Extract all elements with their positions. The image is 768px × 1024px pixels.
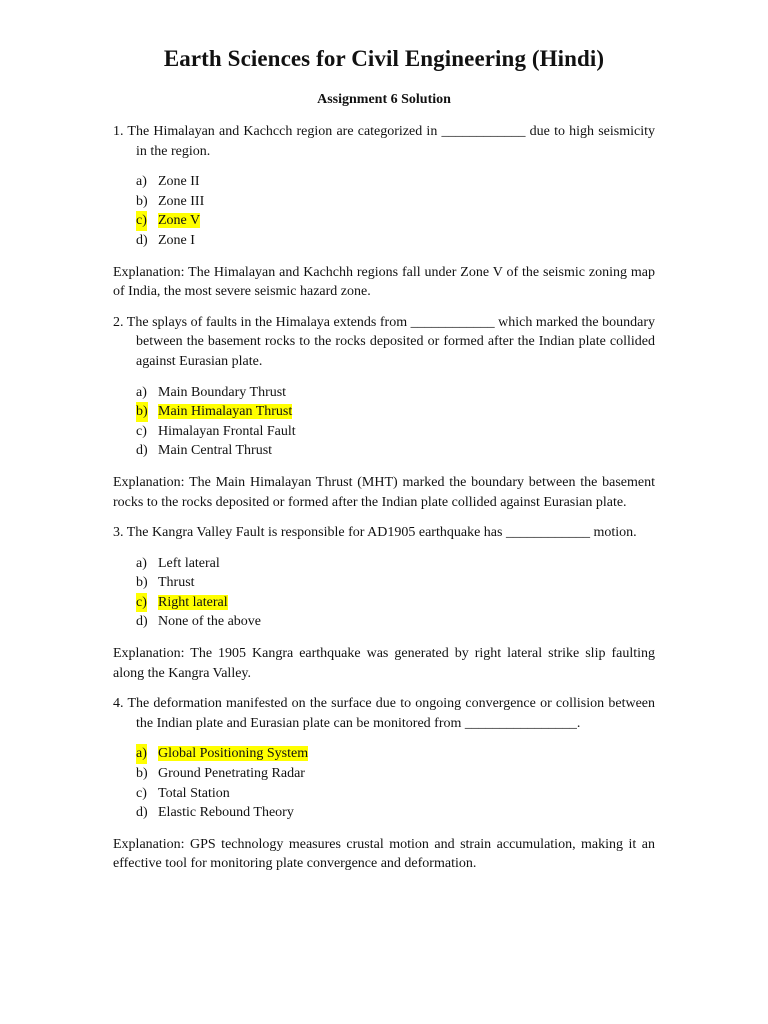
option-text: Elastic Rebound Theory bbox=[158, 805, 294, 821]
question-text: 4. The deformation manifested on the surface due to ongoing convergence or collision between the Indian plate and Eurasian plate can be monitored from ________________. bbox=[113, 696, 655, 731]
option-text: Zone II bbox=[158, 174, 200, 190]
option-letter: a) bbox=[136, 555, 147, 571]
document-title: Earth Sciences for Civil Engineering (Hindi) bbox=[163, 46, 605, 71]
option-text: Zone III bbox=[158, 193, 205, 209]
option-a bbox=[113, 744, 655, 764]
option-d bbox=[113, 803, 655, 823]
option-letter: d) bbox=[136, 443, 148, 459]
question-block-2 bbox=[113, 313, 655, 512]
option-c bbox=[113, 593, 655, 613]
option-b bbox=[113, 573, 655, 593]
option-letter: d) bbox=[136, 232, 148, 248]
answer-options bbox=[113, 383, 655, 461]
question-text: 1. The Himalayan and Kachcch region are categorized in ____________ due to high seismicity in the region. bbox=[113, 124, 655, 159]
option-b bbox=[113, 192, 655, 212]
option-text: Zone V bbox=[158, 213, 201, 229]
explanation-text: Explanation: The 1905 Kangra earthquake was generated by right lateral strike slip faulting along the Kangra Valley. bbox=[113, 646, 655, 681]
option-a bbox=[113, 383, 655, 403]
option-text: Main Himalayan Thrust bbox=[158, 404, 293, 420]
option-letter: d) bbox=[136, 805, 148, 821]
option-text: Left lateral bbox=[158, 555, 220, 571]
option-letter: d) bbox=[136, 614, 148, 630]
option-letter: c) bbox=[136, 785, 147, 801]
option-d bbox=[113, 231, 655, 251]
option-text: Zone I bbox=[158, 232, 195, 248]
question-text: 3. The Kangra Valley Fault is responsible for AD1905 earthquake has ____________ motion. bbox=[113, 525, 637, 541]
option-c bbox=[113, 211, 655, 231]
option-text: Main Boundary Thrust bbox=[158, 384, 287, 400]
option-d bbox=[113, 441, 655, 461]
option-letter: a) bbox=[136, 744, 147, 764]
explanation-text: Explanation: The Main Himalayan Thrust (MHT) marked the boundary between the basement rocks to the rocks deposited or formed after the Indian plate collided against Eurasian plate. bbox=[113, 474, 655, 510]
option-b bbox=[113, 764, 655, 784]
question-block-4 bbox=[113, 694, 655, 874]
option-letter: a) bbox=[136, 174, 147, 190]
option-d bbox=[113, 612, 655, 632]
option-a bbox=[113, 172, 655, 192]
option-letter: c) bbox=[136, 423, 147, 439]
option-letter: a) bbox=[136, 384, 147, 400]
option-letter: c) bbox=[136, 593, 147, 613]
answer-options bbox=[113, 554, 655, 632]
answer-options bbox=[113, 172, 655, 250]
explanation-text: Explanation: The Himalayan and Kachchh regions fall under Zone V of the seismic zoning map of India, the most severe seismic hazard zone. bbox=[113, 264, 655, 300]
option-c bbox=[113, 784, 655, 804]
option-text: Thrust bbox=[158, 575, 195, 591]
option-text: Himalayan Frontal Fault bbox=[158, 423, 296, 439]
option-text: None of the above bbox=[158, 614, 262, 630]
document-subtitle: Assignment 6 Solution bbox=[317, 92, 451, 107]
option-c bbox=[113, 422, 655, 442]
option-text: Global Positioning System bbox=[158, 746, 309, 762]
option-letter: c) bbox=[136, 211, 147, 231]
question-text: 2. The splays of faults in the Himalaya extends from ____________ which marked the boundary between the basement rocks to the rocks deposited or formed after the Indian plate collided against Eurasian plate. bbox=[113, 314, 655, 369]
option-text: Main Central Thrust bbox=[158, 443, 273, 459]
option-letter: b) bbox=[136, 402, 148, 422]
question-block-3 bbox=[113, 523, 655, 683]
option-text: Total Station bbox=[158, 785, 230, 801]
option-text: Ground Penetrating Radar bbox=[158, 766, 305, 782]
answer-options bbox=[113, 744, 655, 822]
option-a bbox=[113, 554, 655, 574]
option-b bbox=[113, 402, 655, 422]
explanation-text: Explanation: GPS technology measures crustal motion and strain accumulation, making it an effective tool for monitoring plate convergence and deformation. bbox=[113, 836, 655, 872]
option-letter: b) bbox=[136, 575, 148, 591]
option-letter: b) bbox=[136, 766, 148, 782]
option-letter: b) bbox=[136, 193, 148, 209]
question-block-1 bbox=[113, 122, 655, 302]
option-text: Right lateral bbox=[158, 594, 228, 610]
